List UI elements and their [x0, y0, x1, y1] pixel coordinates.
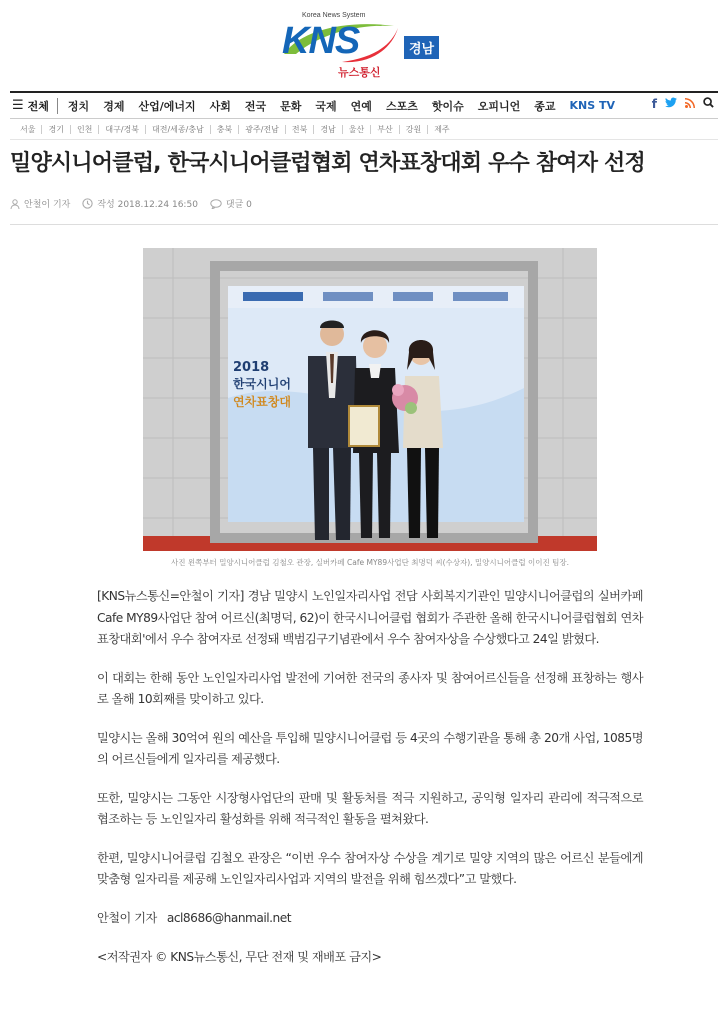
- article-paragraph: 한편, 밀양시니어클럽 김철오 관장은 “이번 우수 참여자상 수상을 계기로 밀양 지역의 많은 어르신 분들에게 맞춤형 일자리를 제공해 노인일자리사업과 지역의 발전을 위해 힘쓰겠다”고 말했다.: [97, 850, 643, 886]
- region-item[interactable]: 강원: [400, 125, 428, 134]
- region-badge[interactable]: 경남: [404, 36, 439, 59]
- banner-year: 2018: [233, 360, 270, 375]
- article-byline: [97, 908, 643, 930]
- nav-item-hot-issue[interactable]: 핫이슈: [431, 99, 464, 113]
- search-icon[interactable]: [703, 97, 714, 111]
- article-body: [97, 586, 643, 969]
- comment-meta[interactable]: [210, 197, 252, 210]
- article-paragraph: [KNS뉴스통신=안철이 기자] 경남 밀양시 노인일자리사업 전담 사회복지기관인 밀양시니어클럽의 실버카페 Cafe MY89사업단 참여 어르신(최명덕, 62)이 한국시니어클럽 협회가 주관한 올해 한국시니어클럽협회 연차표창대회'에서 우수 참여자로 선정돼 백범김구기념관에서 우수 참여자상을 수상했다고 24일 밝혔다.: [97, 589, 643, 646]
- nav-item-opinion[interactable]: 오피니언: [477, 99, 521, 113]
- region-item[interactable]: 울산: [343, 125, 371, 134]
- nav-item-all[interactable]: 전체: [28, 98, 58, 114]
- nav-item-kns-tv[interactable]: KNS TV: [569, 99, 615, 112]
- nav-item-national[interactable]: 전국: [244, 99, 267, 113]
- twitter-icon[interactable]: [665, 97, 677, 111]
- region-item[interactable]: 광주/전남: [239, 125, 286, 134]
- main-nav: [10, 91, 718, 119]
- social-icons: [652, 97, 714, 111]
- article-title: 밀양시니어클럽, 한국시니어클럽협회 연차표창대회 우수 참여자 선정: [10, 151, 645, 176]
- byline-email[interactable]: acl8686@hanmail.net: [166, 910, 292, 925]
- nav-item-industry[interactable]: 산업/에너지: [138, 99, 196, 113]
- award-photo-illustration: [143, 248, 597, 551]
- comment-icon: [210, 199, 222, 209]
- logo-brand: KNS: [282, 20, 360, 62]
- nav-item-religion[interactable]: 종교: [534, 99, 556, 113]
- nav-item-entertainment[interactable]: 연예: [350, 99, 372, 113]
- region-nav: [10, 120, 718, 140]
- nav-item-politics[interactable]: 정치: [67, 99, 90, 113]
- rss-icon[interactable]: [685, 97, 695, 111]
- article-photo[interactable]: [143, 248, 597, 551]
- region-item[interactable]: 전북: [286, 125, 314, 134]
- region-item[interactable]: 경남: [314, 125, 342, 134]
- published-date: 작성 2018.12.24 16:50: [97, 200, 198, 210]
- region-item[interactable]: 대전/세종/충남: [146, 125, 211, 134]
- logo-subtitle: 뉴스통신: [338, 66, 381, 79]
- nav-item-culture[interactable]: 문화: [280, 99, 302, 113]
- author-meta: [10, 197, 70, 210]
- region-item[interactable]: 서울: [20, 125, 42, 134]
- copyright-notice: <저작권자 © KNS뉴스통신, 무단 전재 및 재배포 금지>: [97, 950, 382, 964]
- divider: [10, 224, 718, 225]
- region-item[interactable]: 부산: [371, 125, 399, 134]
- banner-line1: 한국시니어: [233, 377, 291, 391]
- nav-item-society[interactable]: 사회: [209, 99, 231, 113]
- user-icon: [10, 199, 20, 209]
- nav-item-sports[interactable]: 스포츠: [385, 99, 418, 113]
- clock-icon: [82, 198, 93, 209]
- article-paragraph: 또한, 밀양시는 그동안 시장형사업단의 판매 및 활동처를 적극 지원하고, 공익형 일자리 관리에 적극적으로 협조하는 등 노인일자리 활성화를 위해 적극적인 활동을 펼쳐왔다.: [97, 790, 643, 826]
- article-meta: [10, 197, 264, 210]
- photo-caption: 사진 왼쪽부터 밀양시니어클럽 김철오 관장, 실버카페 Cafe MY89사업단 최명덕 씨(수상자), 밀양시니어클럽 이이진 팀장.: [170, 558, 570, 567]
- author-name[interactable]: 안철이 기자: [24, 200, 71, 210]
- region-item[interactable]: 대구/경북: [99, 125, 146, 134]
- comment-count[interactable]: 댓글 0: [225, 200, 252, 210]
- menu-icon[interactable]: ☰: [12, 98, 24, 113]
- nav-item-international[interactable]: 국제: [315, 99, 337, 113]
- site-logo[interactable]: [282, 12, 452, 82]
- article-paragraph: 이 대회는 한해 동안 노인일자리사업 발전에 기여한 전국의 종사자 및 참여어르신들을 선정해 표창하는 행사로 올해 10회째를 맞이하고 있다.: [97, 670, 643, 706]
- facebook-icon[interactable]: f: [651, 97, 657, 111]
- byline-name: 안철이 기자: [97, 910, 157, 925]
- region-item[interactable]: 충북: [211, 125, 239, 134]
- region-item[interactable]: 경기: [42, 125, 70, 134]
- banner-line2: 연차표창대: [233, 395, 291, 409]
- region-item[interactable]: 인천: [71, 125, 99, 134]
- region-item[interactable]: 제주: [434, 125, 450, 134]
- date-meta: [82, 197, 198, 210]
- nav-item-economy[interactable]: 경제: [103, 99, 125, 113]
- logo-system-text: Korea News System: [302, 12, 366, 19]
- article-paragraph: 밀양시는 올해 30억여 원의 예산을 투입해 밀양시니어클럽 등 4곳의 수행기관을 통해 총 20개 사업, 1085명의 어르신들에게 일자리를 제공했다.: [97, 730, 643, 766]
